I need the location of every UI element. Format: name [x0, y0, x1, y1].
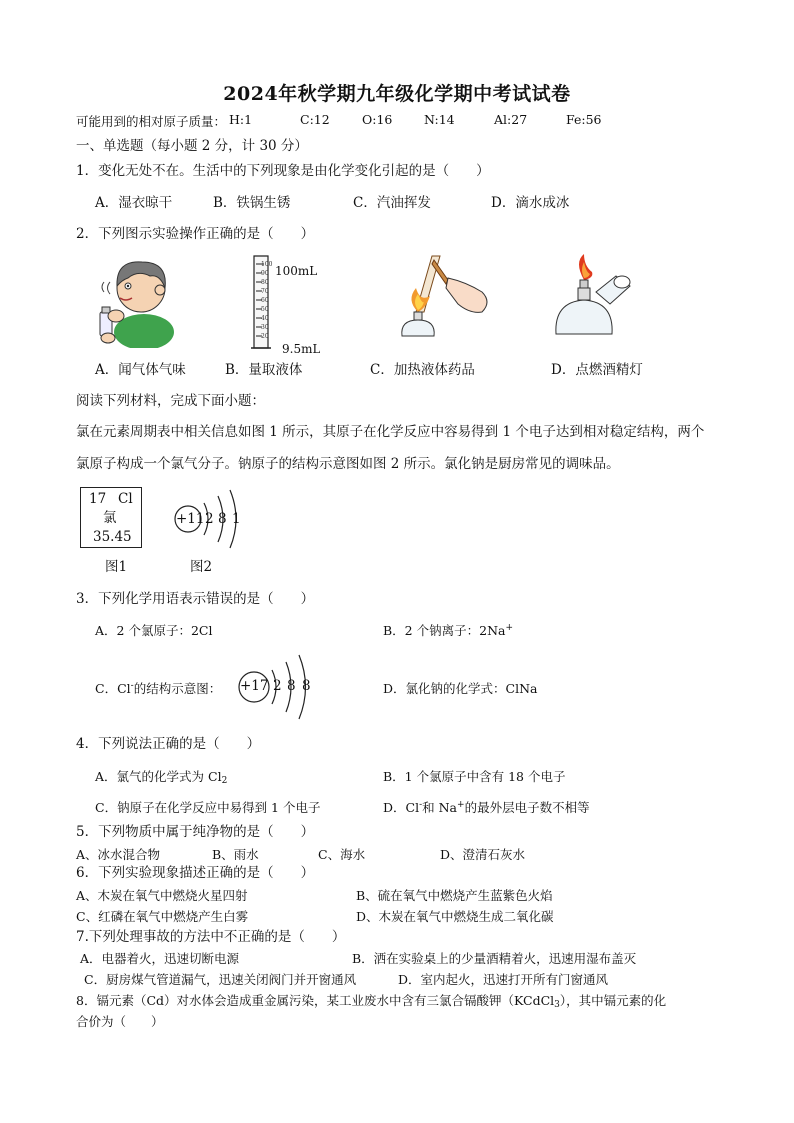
q3-option-a[interactable]: A．2 个氯原子：2Cl [95, 623, 213, 638]
sodium-shell-2: 8 [218, 511, 227, 527]
q2-stem: 2．下列图示实验操作正确的是（ ） [76, 226, 315, 242]
q4-option-b[interactable]: B．1 个氯原子中含有 18 个电子 [383, 769, 566, 784]
q2-option-c[interactable]: C．加热液体药品 [370, 362, 475, 378]
q6-stem: 6．下列实验现象描述正确的是（ ） [76, 865, 315, 881]
atomic-mass: 35.45 [93, 529, 132, 545]
atomic-mass-h: H:1 [229, 112, 253, 127]
q1-option-b[interactable]: B．铁锅生锈 [213, 195, 291, 211]
q7-option-b[interactable]: B．洒在实验桌上的少量酒精着火，迅速用湿布盖灭 [352, 951, 637, 966]
atomic-mass-o: O:16 [362, 112, 393, 127]
q2-option-a[interactable]: A．闻气体气味 [95, 362, 186, 378]
q4-stem: 4．下列说法正确的是（ ） [76, 736, 261, 752]
q1-option-c[interactable]: C．汽油挥发 [353, 195, 431, 211]
q7-option-a[interactable]: A．电器着火，迅速切断电源 [80, 951, 240, 966]
q2-option-d[interactable]: D．点燃酒精灯 [551, 362, 643, 378]
element-info-box [80, 487, 142, 548]
q3-stem: 3．下列化学用语表示错误的是（ ） [76, 591, 315, 607]
cylinder-scale: 100 90 80 70 60 50 40 30 20 [261, 261, 273, 340]
chloride-shell-2: 8 [287, 678, 296, 694]
atomic-mass-label: 可能用到的相对原子质量： [76, 114, 227, 129]
q5-option-a[interactable]: A、冰水混合物 [76, 847, 161, 862]
alcohol-lamp-illustration [550, 252, 636, 348]
q7-stem: 7.下列处理事故的方法中不正确的是（ ） [76, 929, 346, 945]
figure-1-caption: 图1 [105, 559, 128, 575]
reading-line-2: 氯原子构成一个氯气分子。钠原子的结构示意图如图 2 所示。氯化钠是厨房常见的调味品。 [76, 456, 620, 472]
element-name: 氯 [103, 510, 117, 526]
smelling-gas-illustration [98, 252, 180, 348]
q6-option-d[interactable]: D、木炭在氧气中燃烧生成二氧化碳 [356, 909, 554, 924]
sodium-nucleus: +11 [176, 511, 205, 527]
sodium-shell-1: 2 [205, 511, 214, 527]
q4-option-a[interactable]: A．氯气的化学式为 $Cl_2$ [95, 769, 228, 786]
q3-option-c[interactable]: C．Cl-的结构示意图： [95, 681, 222, 696]
atomic-number: 17 [89, 491, 107, 507]
q7-option-c[interactable]: C．厨房煤气管道漏气，迅速关闭阀门并开窗通风 [84, 972, 357, 987]
reading-line-1: 氯在元素周期表中相关信息如图 1 所示，其原子在化学反应中容易得到 1 个电子达到相对稳定结构，两个 [76, 424, 705, 440]
q5-option-c[interactable]: C、海水 [318, 847, 366, 862]
chloride-shell-1: 2 [273, 678, 282, 694]
q8-stem-line-2: 合价为（ ） [76, 1014, 164, 1029]
atomic-mass-c: C:12 [300, 112, 330, 127]
q8-stem-line-1: 8．镉元素（Cd）对水体会造成重金属污染，某工业废水中含有三氯合镉酸钾（KCdCl$_3$），其中镉元素的化 [76, 993, 667, 1010]
q5-option-b[interactable]: B、雨水 [212, 847, 259, 862]
chloride-shell-3: 8 [302, 678, 311, 694]
section-heading: 一、单选题（每小题 2 分，计 30 分） [76, 138, 308, 154]
reading-intro: 阅读下列材料，完成下面小题： [76, 393, 265, 409]
figure-2-caption: 图2 [190, 559, 213, 575]
page-title: 2024年秋学期九年级化学期中考试试卷 [223, 83, 571, 105]
element-symbol: Cl [118, 491, 133, 507]
q4-option-d[interactable]: D．Cl-和 Na+的最外层电子数不相等 [383, 800, 590, 815]
atomic-mass-al: Al:27 [494, 112, 528, 127]
q2-option-b[interactable]: B．量取液体 [225, 362, 303, 378]
q6-option-a[interactable]: A、木炭在氧气中燃烧火星四射 [76, 888, 248, 903]
q5-stem: 5．下列物质中属于纯净物的是（ ） [76, 824, 315, 840]
q6-option-b[interactable]: B、硫在氧气中燃烧产生蓝紫色火焰 [356, 888, 553, 903]
atomic-mass-n: N:14 [424, 112, 455, 127]
sodium-shell-3: 1 [232, 511, 241, 527]
q4-option-c[interactable]: C．钠原子在化学反应中易得到 1 个电子 [95, 800, 321, 815]
cylinder-top-label: 100mL [275, 264, 318, 278]
heating-liquid-illustration [396, 254, 492, 350]
atomic-mass-fe: Fe:56 [566, 112, 602, 127]
q6-option-c[interactable]: C、红磷在氧气中燃烧产生白雾 [76, 909, 249, 924]
q3-option-b[interactable]: B．2 个钠离子：2Na+ [383, 623, 514, 638]
cylinder-bottom-label: 9.5mL [282, 342, 321, 353]
q1-option-d[interactable]: D．滴水成冰 [491, 195, 570, 211]
q7-option-d[interactable]: D．室内起火，迅速打开所有门窗通风 [398, 972, 609, 987]
q1-stem: 1．变化无处不在。生活中的下列现象是由化学变化引起的是（ ） [76, 163, 490, 179]
q5-option-d[interactable]: D、澄清石灰水 [440, 847, 526, 862]
q1-option-a[interactable]: A．湿衣晾干 [95, 195, 173, 211]
q3-option-d[interactable]: D．氯化钠的化学式：ClNa [383, 681, 538, 696]
chloride-nucleus: +17 [240, 678, 269, 694]
